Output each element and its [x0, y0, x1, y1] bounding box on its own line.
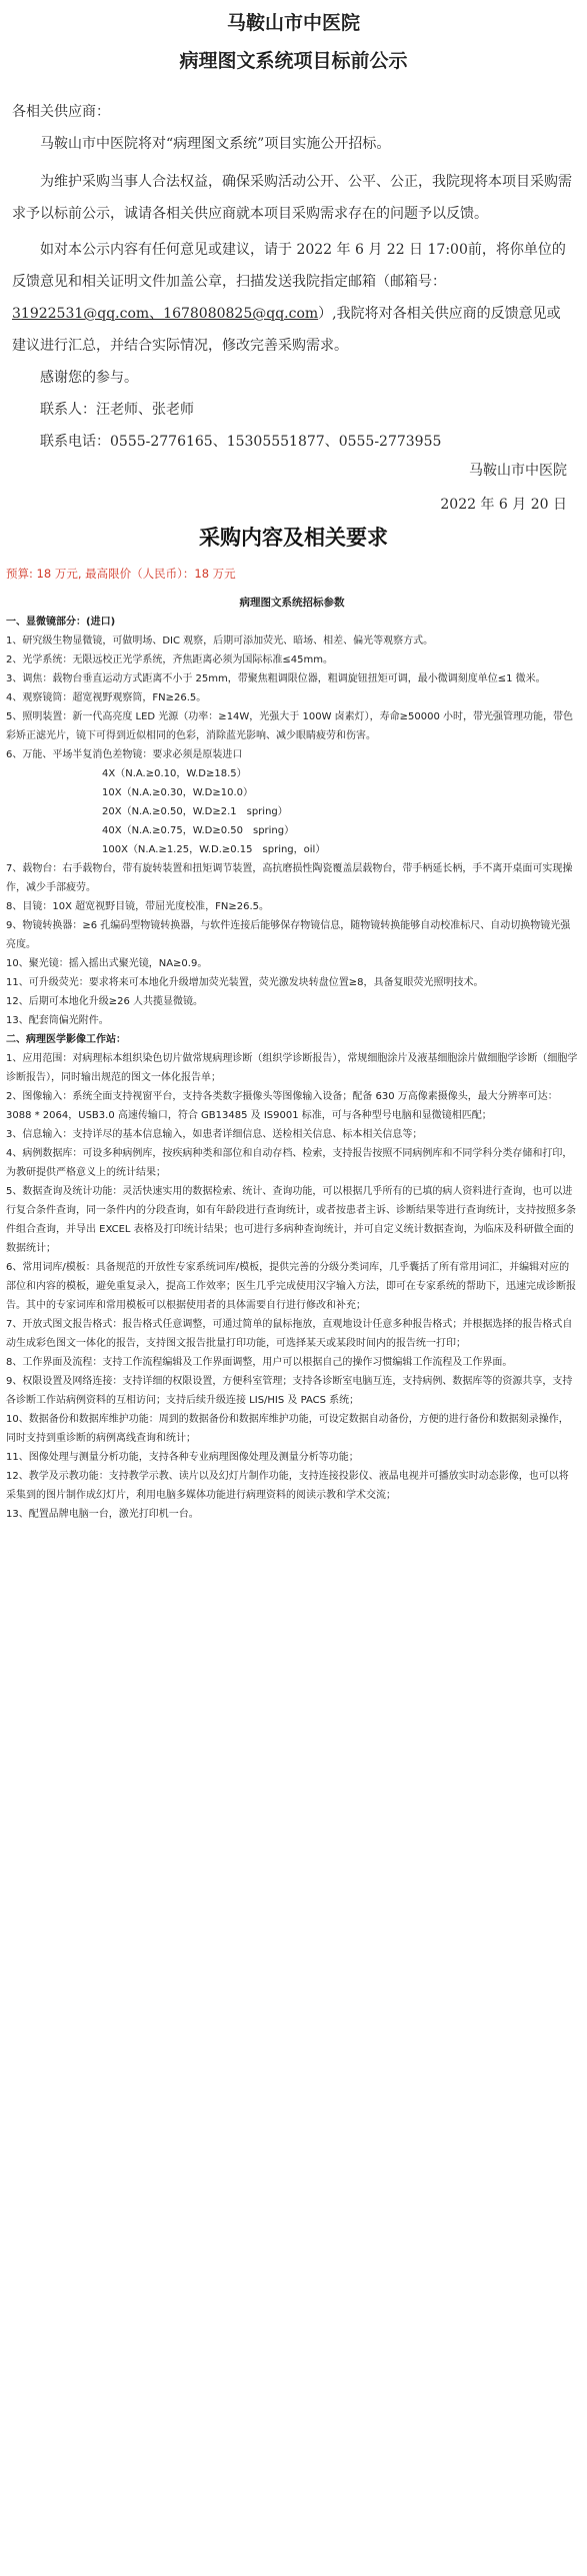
contact-person: 联系人：汪老师、张老师 — [40, 402, 194, 418]
spec-item: 8、工作界面及流程：支持工作流程编辑及工作界面调整，用户可以根据自己的操作习惯编辑工作流程及工作界面。 — [6, 1357, 513, 1368]
greeting: 各相关供应商： — [12, 104, 110, 120]
section-title: 采购内容及相关要求 — [199, 525, 388, 550]
notice-paragraph-3 — [12, 234, 572, 362]
notice-title: 病理图文系统项目标前公示 — [179, 50, 408, 72]
spec-item: 2、光学系统：无限远校正光学系统，齐焦距离必须为国际标准≤45mm。 — [6, 654, 333, 665]
spec-section-2-heading: 二、病理医学影像工作站： — [6, 1034, 126, 1045]
spec-item: 12、教学及示教功能：支持教学示教、读片以及幻灯片制作功能，支持连接投影仪、液晶电视并可播放实时动态影像，也可以将采集到的图片制作成幻灯片，利用电脑多媒体功能进行病理资料的阅读示教和学术交流； — [6, 1471, 569, 1501]
objective-lens: 20X（N.A.≥0.50，W.D≥2.1 spring） — [102, 806, 288, 817]
contact-phone: 联系电话：0555-2776165、15305551877、0555-2773955 — [40, 434, 442, 450]
email-addresses: 31922531@qq.com、1678080825@qq.com — [12, 306, 319, 322]
spec-item: 1、研究级生物显微镜，可做明场、DIC 观察，后期可添加荧光、暗场、相差、偏光等观察方式。 — [6, 636, 434, 646]
spec-item: 7、开放式图文报告格式：报告格式任意调整，可通过简单的鼠标拖放，直观地设计任意多种报告格式；并根据选择的报告格式自动生成彩色图文一体化的报告，支持图文报告批量打印功能，可选择某天或某段时间内的报告统一打印； — [6, 1319, 573, 1349]
objective-lens: 10X（N.A.≥0.30，W.D≥10.0） — [102, 787, 253, 798]
objective-lens: 40X（N.A.≥0.75，W.D≥0.50 spring） — [102, 825, 295, 836]
spec-item: 12、后期可本地化升级≥26 人共揽显微镜。 — [6, 996, 204, 1007]
spec-title: 病理图文系统招标参数 — [239, 597, 345, 609]
notice-paragraph-3-b: ）,我院将对各相关供应商的反馈意见或建议进行汇总，并结合实际情况，修改完善采购需求。 — [12, 306, 561, 354]
spec-item: 9、物镜转换器：≥6 孔编码型物镜转换器，与软件连接后能够保存物镜信息，随物镜转换能够自动校准标尺、自动切换物镜光强亮度。 — [6, 920, 571, 950]
spec-item: 4、观察镜筒：超宽视野观察筒，FN≥26.5。 — [6, 692, 207, 703]
spec-item: 3、信息输入：支持详尽的基本信息输入，如患者详细信息、送检相关信息、标本相关信息等； — [6, 1129, 423, 1140]
hospital-title: 马鞍山市中医院 — [226, 12, 360, 34]
notice-paragraph-3-a: 如对本公示内容有任何意见或建议，请于 2022 年 6 月 22 日 17:00前，将你单位的反馈意见和相关证明文件加盖公章，扫描发送我院指定邮箱（邮箱号： — [12, 242, 566, 290]
spec-item: 11、图像处理与测量分析功能，支持各种专业病理图像处理及测量分析等功能； — [6, 1452, 359, 1463]
signature: 马鞍山市中医院 — [469, 463, 567, 479]
spec-item: 5、照明装置：新一代高亮度 LED 光源（功率：≥14W，光强大于 100W 卤素灯），寿命≥50000 小时，带光强管理功能，带色彩矫正滤光片，镜下可得到近似相同的色彩，消除蓝光影响、减少眼睛疲劳和伤害。 — [6, 711, 574, 741]
notice-paragraph-2: 为维护采购当事人合法权益，确保采购活动公开、公平、公正，我院现将本项目采购需求予以标前公示，诚请各相关供应商就本项目采购需求存在的问题予以反馈。 — [12, 174, 572, 222]
budget-line — [6, 566, 236, 582]
spec-section-1-heading: 一、显微镜部分：(进口) — [6, 617, 116, 628]
spec-item: 10、数据备份和数据库维护功能：周到的数据备份和数据库维护功能，可设定数据自动备份，方便的进行备份和数据刻录操作，同时支持到重诊断的病例离线查询和统计； — [6, 1414, 569, 1444]
notice-body — [12, 96, 572, 458]
spec-section — [6, 594, 578, 1524]
objective-lens: 100X（N.A.≥1.25，W.D.≥0.15 spring，oil） — [102, 844, 326, 855]
notice-paragraph-1: 马鞍山市中医院将对“病理图文系统”项目实施公开招标。 — [40, 136, 391, 152]
spec-item: 9、权限设置及网络连接：支持详细的权限设置，方便科室管理；支持各诊断室电脑互连，支持病例、数据库等的资源共享，支持各诊断工作站病例资料的互相访问；支持后续升级连接 LIS/HIS 及 PACS 系统； — [6, 1376, 573, 1406]
spec-item: 10、聚光镜：摇入摇出式聚光镜，NA≥0.9。 — [6, 958, 208, 969]
max-price: 最高限价（人民币）：18 万元 — [85, 567, 236, 581]
spec-item: 6、万能、平场半复消色差物镜：要求必须是原装进口 — [6, 749, 243, 760]
spec-item: 4、病例数据库：可设多种病例库，按疾病种类和部位和自动存档、检索，支持报告按照不同病例库和不同学科分类存储和打印，为教研提供严格意义上的统计结果； — [6, 1148, 573, 1178]
spec-item: 6、常用词库/模板：具备规范的开放性专家系统词库/模板，提供完善的分级分类词库，几乎囊括了所有常用词汇，并编辑对应的部位和内容的模板，避免重复录入，提高工作效率；医生几乎完成使用汉字输入方法，即可在专家系统的帮助下，迅速完成诊断报告。其中的专家词库和常用模板可以根据使用者的具体需要自行进行修改和补充； — [6, 1262, 576, 1311]
spec-item: 11、可升级荧光：要求将来可本地化升级增加荧光装置，荧光激发块转盘位置≥8，具备复眼荧光照明技术。 — [6, 977, 484, 988]
spec-item: 13、配置品牌电脑一台，激光打印机一台。 — [6, 1509, 199, 1520]
spec-item: 2、图像输入：系统全面支持视窗平台，支持各类数字摄像头等图像输入设备；配备 630 万高像素摄像头，最大分辨率可达：3088 * 2064，USB3.0 高速传输口，符合 GB13485 及 IS9001 标准，可与各种型号电脑和显微镜相匹配； — [6, 1091, 558, 1121]
budget-label: 预算: 18 万元, — [6, 567, 82, 581]
spec-item: 8、目镜：10X 超宽视野目镜，带屈光度校准，FN≥26.5。 — [6, 901, 269, 912]
thanks-text: 感谢您的参与。 — [40, 370, 138, 386]
spec-item: 5、数据查询及统计功能：灵活快速实用的数据检索、统计、查询功能，可以根据几乎所有的已填的病人资料进行查询，也可以进行复合条件查询，同一条件内的分段查询，如有年龄段进行查询统计，或者按患者主诉、诊断结果等进行查询统计，支持按照多条件组合查询，并导出 EXCEL 表格及打印统计结果；也可进行多病种查询统计，并可自定义统计数据查询，为临床及科研做全面的数据统计； — [6, 1186, 576, 1254]
spec-item: 1、应用范围：对病理标本组织染色切片做常规病理诊断（组织学诊断报告），常规细胞涂片及液基细胞涂片做细胞学诊断（细胞学诊断报告），同时输出规范的图文一体化报告单； — [6, 1053, 578, 1083]
spec-item: 3、调焦：载物台垂直运动方式距离不小于 25mm，带聚焦粗调限位器，粗调旋钮扭矩可调，最小微调刻度单位≤1 微米。 — [6, 673, 546, 684]
objective-lens: 4X（N.A.≥0.10，W.D≥18.5） — [102, 768, 247, 779]
notice-date: 2022 年 6 月 20 日 — [440, 497, 567, 513]
spec-item: 13、配套筒偏光附件。 — [6, 1015, 109, 1026]
spec-item: 7、载物台：右手载物台，带有旋转装置和扭矩调节装置，高抗磨损性陶瓷覆盖层载物台，带手柄延长柄，手不离开桌面可实现操作，减少手部疲劳。 — [6, 863, 573, 893]
